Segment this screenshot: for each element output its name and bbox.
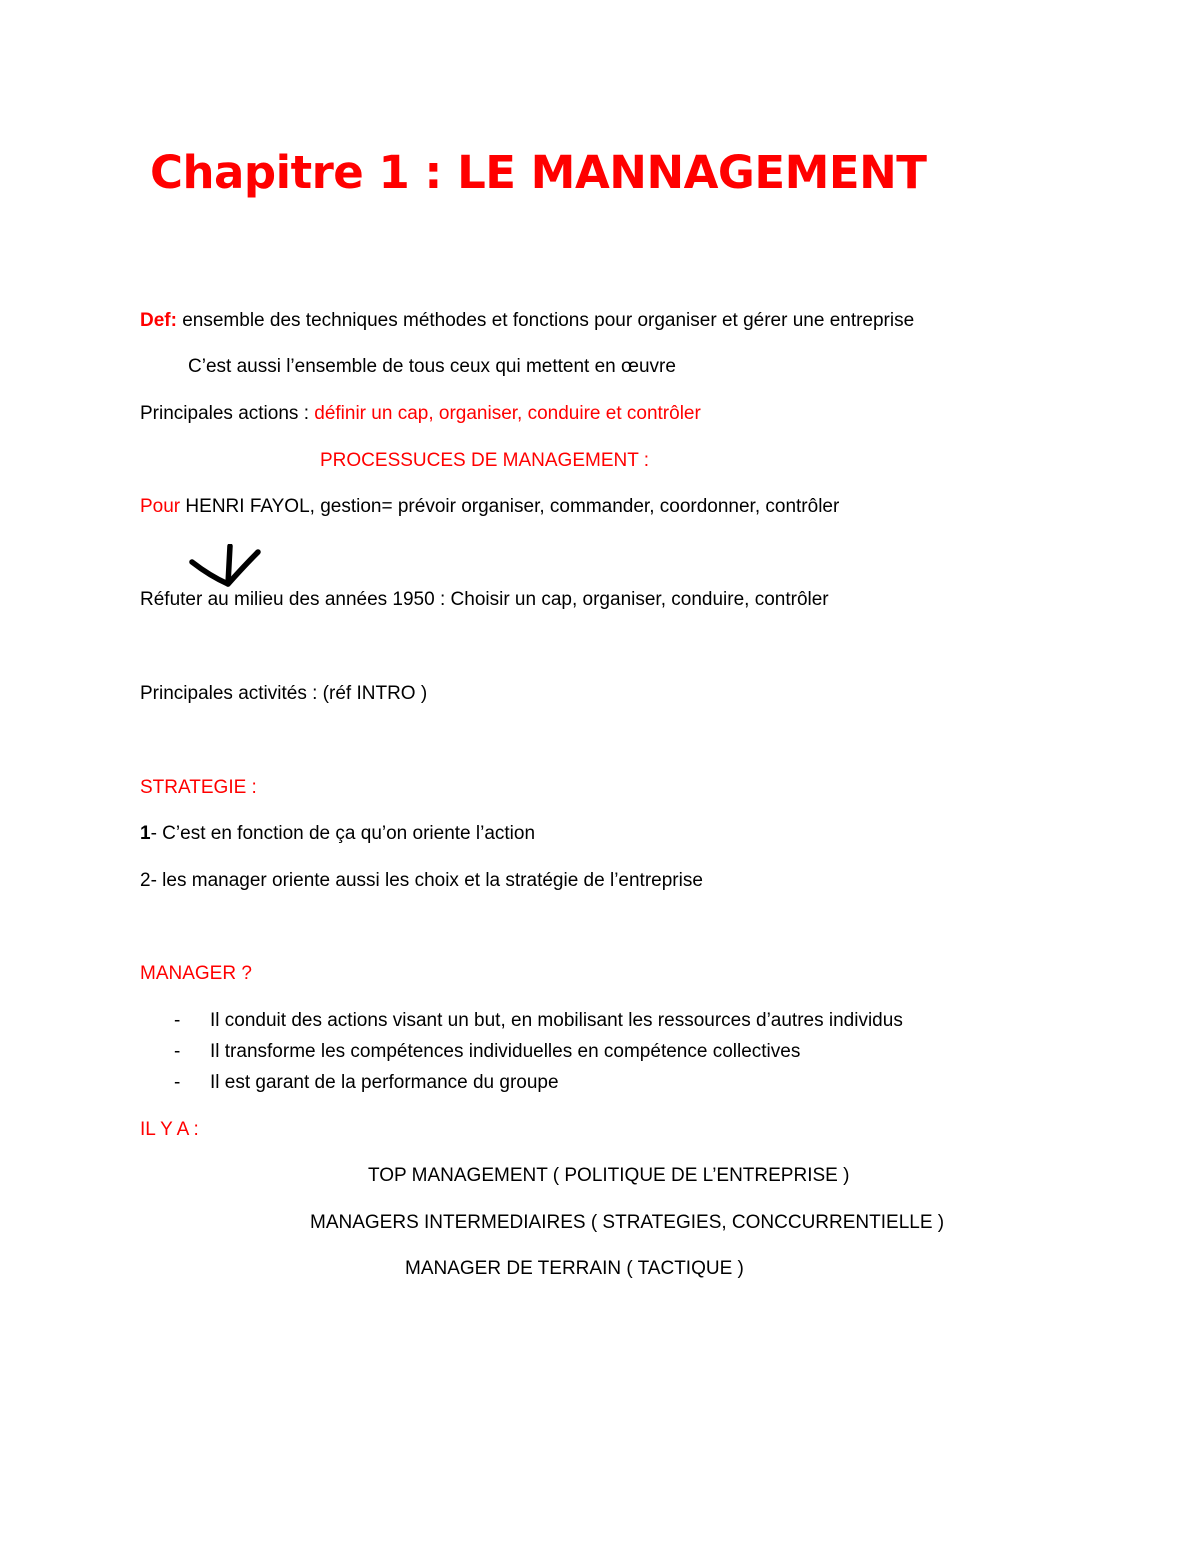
definition-line (140, 309, 914, 333)
level-field-manager: MANAGER DE TERRAIN ( TACTIQUE ) (405, 1258, 744, 1279)
definition-label: Def: (140, 310, 177, 331)
manager-heading: MANAGER ? (140, 963, 252, 984)
strategie-item-1-text: - C’est en fonction de ça qu’on oriente l’action (150, 823, 536, 844)
ilya-heading: IL Y A : (140, 1119, 199, 1140)
manager-bullet-3: Il est garant de la performance du groupe (210, 1072, 559, 1093)
fayol-line (140, 495, 839, 519)
manager-bullet-2: Il transforme les compétences individuelles en compétence collectives (210, 1041, 801, 1062)
strategie-heading: STRATEGIE : (140, 777, 257, 798)
fayol-label: Pour (140, 496, 181, 517)
level-top-management: TOP MANAGEMENT ( POLITIQUE DE L’ENTREPRISE ) (368, 1165, 850, 1186)
processes-heading: PROCESSUCES DE MANAGEMENT : (320, 450, 650, 471)
bullet-marker: - (174, 1072, 181, 1093)
level-middle-managers: MANAGERS INTERMEDIAIRES ( STRATEGIES, CONCCURRENTIELLE ) (310, 1212, 945, 1233)
strategie-item-1 (140, 822, 535, 846)
fayol-text: HENRI FAYOL, gestion= prévoir organiser, commander, coordonner, contrôler (180, 496, 840, 517)
actions-line (140, 402, 701, 426)
down-arrow-icon (186, 544, 266, 594)
definition-continuation: C’est aussi l’ensemble de tous ceux qui mettent en œuvre (188, 356, 676, 377)
strategie-item-2: 2- les manager oriente aussi les choix et la stratégie de l’entreprise (140, 870, 703, 891)
definition-text: ensemble des techniques méthodes et fonctions pour organiser et gérer une entreprise (176, 310, 915, 331)
strategie-item-1-number: 1 (140, 823, 151, 844)
bullet-marker: - (174, 1010, 181, 1031)
activities-line: Principales activités : (réf INTRO ) (140, 683, 428, 704)
page-title: Chapitre 1 : LE MANNAGEMENT (150, 146, 927, 199)
actions-value: définir un cap, organiser, conduire et contrôler (314, 403, 701, 424)
refuter-line: Réfuter au milieu des années 1950 : Choisir un cap, organiser, conduire, contrôler (140, 589, 829, 610)
manager-bullet-1: Il conduit des actions visant un but, en mobilisant les ressources d’autres individus (210, 1010, 903, 1031)
actions-label: Principales actions : (140, 403, 315, 424)
bullet-marker: - (174, 1041, 181, 1062)
